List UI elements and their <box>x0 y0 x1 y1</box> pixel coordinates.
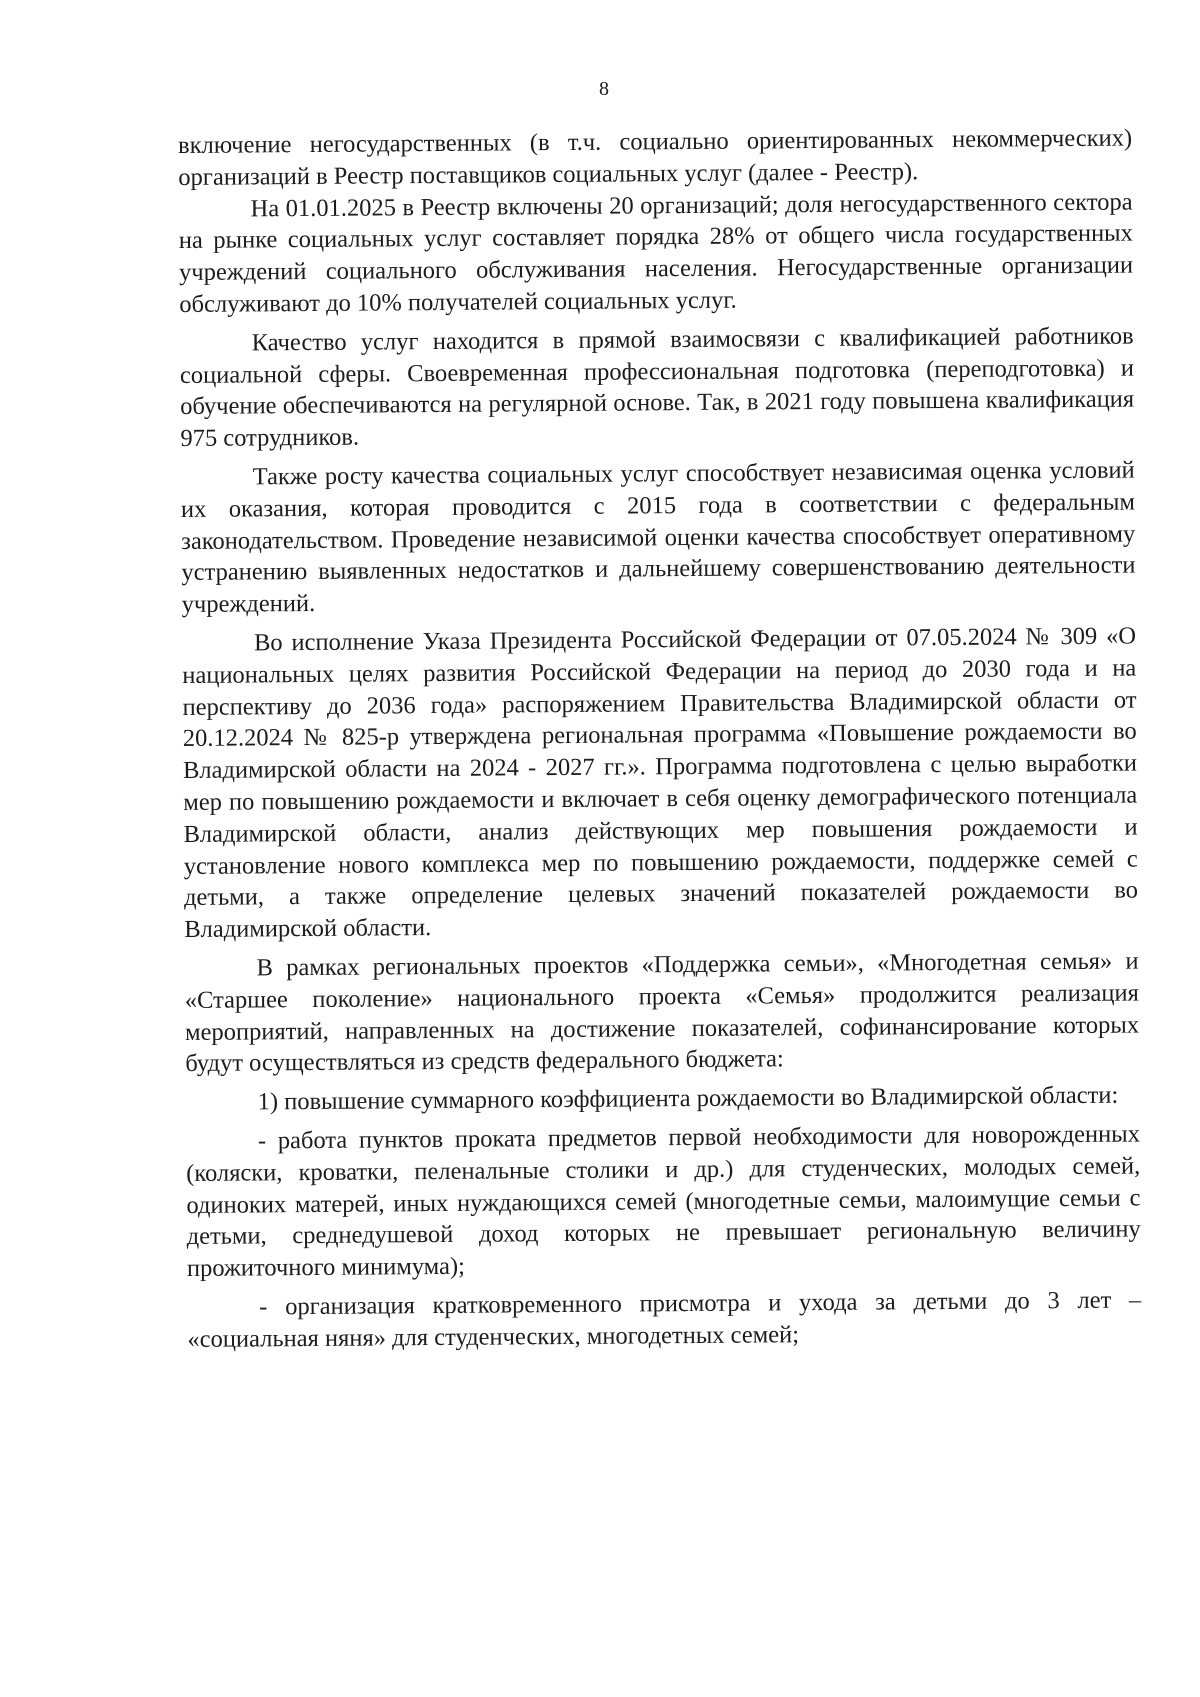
paragraph-birth-rate-program: Во исполнение Указа Президента Российской Федерации от 07.05.2024 № 309 «О национальных целях развития Российской Федерации на период до 2030 года и на перспективу до 2036 года» распоряжением Правительства Владимирской области от 20.12.2024 № 825-р утверждена региональная программа «Повышение рождаемости во Владимирской области на 2024 - 2027 гг.». Программа подготовлена с целью выработки мер по повышению рождаемости и включает в себя оценку демографического потенциала Владимирской области, анализ действующих мер повышения рождаемости и установление нового комплекса мер по повышению рождаемости, поддержке семей с детьми, а также определение целевых значений показателей рождаемости во Владимирской области. <box>182 622 1139 944</box>
page-number: 8 <box>599 78 609 100</box>
document-body <box>178 123 1142 1356</box>
paragraph-registry-inclusion: включение негосударственных (в т.ч. социально ориентированных некоммерческих) организаций в Реестр поставщиков социальных услуг (далее - Реестр). <box>178 124 1133 191</box>
paragraph-independent-assessment: Также росту качества социальных услуг способствует независимая оценка условий их оказания, которая проводится с 2015 года в соответствии с федеральным законодательством. Проведение независимой оценки качества способствует оперативному устранению выявленных недостатков и дальнейшему совершенствованию деятельности учреждений. <box>180 456 1136 619</box>
paragraph-list-item-1: 1) повышение суммарного коэффициента рождаемости во Владимирской области: <box>257 1081 1119 1116</box>
paragraph-registry-stats: На 01.01.2025 в Реестр включены 20 организаций; доля негосударственного сектора на рынке социальных услуг составляет порядка 28% от общего числа государственных учреждений социального обслуживания населения. Негосударственные организации обслуживают до 10% получателей социальных услуг. <box>178 188 1134 318</box>
paragraph-rental-points: - работа пунктов проката предметов первой необходимости для новорожденных (коляски, кроватки, пеленальные столики и др.) для студенческих, молодых семей, одиноких матерей, иных нуждающихся семей (многодетные семьи, малоимущие семьи с детьми, среднедушевой доход которых не превышает региональную величину прожиточного минимума); <box>186 1120 1141 1283</box>
paragraph-social-nanny: - организация кратковременного присмотра и ухода за детьми до 3 лет – «социальная няня» для студенческих, многодетных семей; <box>187 1286 1142 1353</box>
paragraph-regional-projects: В рамках региональных проектов «Поддержка семьи», «Многодетная семья» и «Старшее поколение» национального проекта «Семья» продолжится реализация мероприятий, направленных на достижение показателей, софинансирование которых будут осуществляться из средств федерального бюджета: <box>184 947 1140 1078</box>
paragraph-service-quality: Качество услуг находится в прямой взаимосвязи с квалификацией работников социальной сферы. Своевременная профессиональная подготовка (переподготовка) и обучение обеспечиваются на регулярной основе. Так, в 2021 году повышена квалификация 975 сотрудников. <box>179 322 1135 453</box>
